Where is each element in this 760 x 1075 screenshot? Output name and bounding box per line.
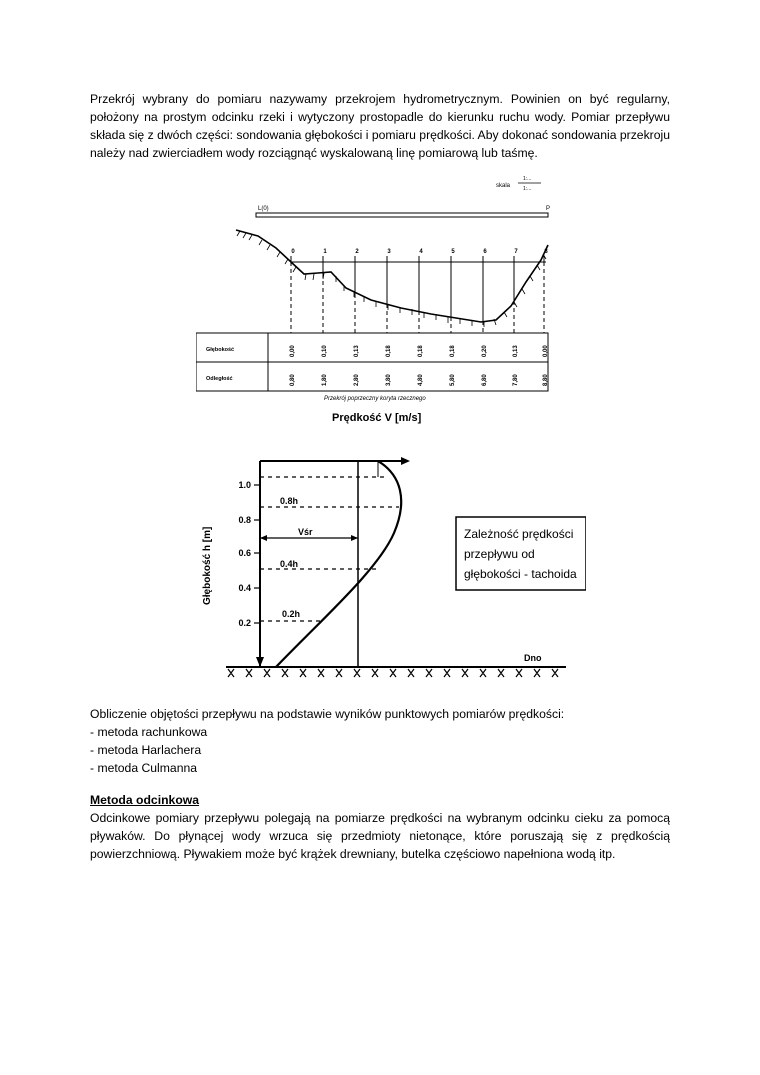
distance-value: 7,80 [513,374,519,386]
riverbed-hatching [237,231,546,327]
distance-value: 8,80 [543,374,549,386]
distance-value: 4,80 [418,374,424,386]
y-tick-label: 0.2 [238,618,251,628]
distance-value: 5,80 [450,374,456,386]
bottom-label: Dno [524,653,542,663]
vertical-number: 3 [387,249,391,255]
distance-row-label: Odległość [206,376,233,382]
depth-value: 0,18 [418,345,424,357]
velocity-profile-figure [196,405,586,680]
measurement-table [196,333,548,391]
vertical-number: 4 [419,249,423,255]
cross-section-figure [196,170,556,410]
x-axis-arrow [401,457,410,465]
section-heading: Metoda odcinkowa [90,793,200,807]
vertical-number: 7 [514,249,518,255]
right-bank-label: P [546,206,551,212]
depth-value: 0,18 [386,345,392,357]
distance-value: 2,80 [354,374,360,386]
section-odcinkowa [90,791,670,863]
distance-value: 1,80 [322,374,328,386]
y-tick-label: 0.4 [238,583,251,593]
mark-0-8h: 0.8h [280,496,299,506]
mark-vsr: Vśr [298,527,313,537]
distance-value: 3,80 [386,374,392,386]
mark-0-2h: 0.2h [282,609,301,619]
depth-value: 0,18 [450,345,456,357]
depth-value: 0,13 [513,345,519,357]
method-item: - metoda Harlachera [90,743,202,757]
depth-axis-label: Głębokość h [m] [202,526,213,605]
mark-0-4h: 0.4h [280,559,299,569]
left-bank-label: L(0) [258,206,269,212]
depth-value: 0,00 [543,345,549,357]
y-tick-label: 1.0 [238,480,251,490]
scale-top: 1:... [523,176,532,182]
velocity-axis-title: Prędkość V [m/s] [332,412,422,424]
y-tick-label: 0.6 [238,548,251,558]
methods-list [90,705,670,777]
method-item: - metoda Culmanna [90,761,198,775]
vertical-number: 0 [291,249,295,255]
annotation-line-2: przepływu od [464,547,535,561]
figure-caption: Przekrój poprzeczny koryta rzecznego [324,396,426,402]
intro-paragraph: Przekrój wybrany do pomiaru nazywamy przekrojem hydrometrycznym. Powinien on być regularny, położony na prostym odcinku rzeki i wytyczony prostopadle do kierunku ruchu wody. Pomiar przepływu składa się z dwóch części: sondowania głębokości i pomiaru prędkości. Aby dokonać sondowania przekroju należy nad zwierciadłem wody rozciągnąć wyskalowaną linę pomiarową lub taśmę. [90,92,670,160]
methods-intro: Obliczenie objętości przepływu na podstawie wyników punktowych pomiarów prędkości: [90,707,565,721]
method-item: - metoda rachunkowa [90,725,208,739]
depth-value: 0,13 [354,345,360,357]
distance-value: 6,80 [482,374,488,386]
riverbed-profile [236,230,548,322]
y-tick-label: 0.8 [238,515,251,525]
depth-value: 0,20 [482,345,488,357]
verticals-group [291,256,544,333]
vertical-number: 1 [323,249,327,255]
annotation-line-3: głębokości - tachoida [464,567,577,581]
scale-bottom: 1:... [523,186,532,192]
scale-label: skala [496,183,511,189]
measuring-tape [256,213,548,217]
distance-value: 0,80 [290,374,296,386]
depth-value: 0,10 [322,345,328,357]
depth-row-label: Głębokość [206,347,235,353]
section-body: Odcinkowe pomiary przepływu polegają na pomiarze prędkości na wybranym odcinku cieku za pomocą pływaków. Do płynącej wody wrzuca się przedmioty nietonące, które poruszają się z prędkością powierzchniową. Pływakiem może być krążek drewniany, butelka częściowo napełniona wodą itp. [90,811,670,861]
vertical-number: 2 [355,249,359,255]
vertical-number: 5 [451,249,455,255]
vertical-number: 6 [483,249,487,255]
vertical-number: 8 [544,249,548,255]
depth-value: 0,00 [290,345,296,357]
bottom-hatching [228,669,558,677]
annotation-line-1: Zależność prędkości [464,527,574,541]
